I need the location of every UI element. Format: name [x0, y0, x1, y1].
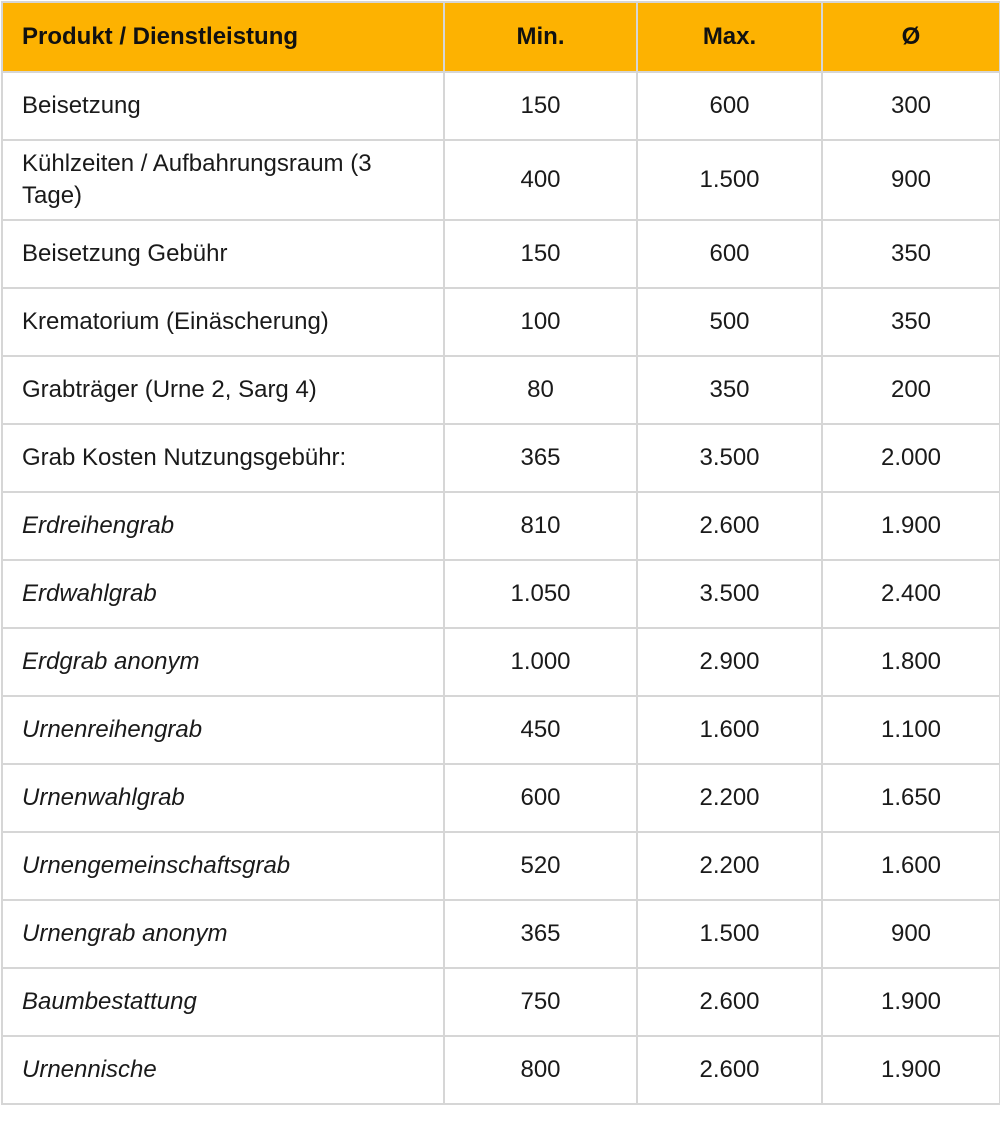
row-label: Kühlzeiten / Aufbahrungsraum (3 Tage): [2, 140, 444, 220]
row-min: 400: [444, 140, 637, 220]
row-max: 2.600: [637, 968, 822, 1036]
header-min: Min.: [444, 2, 637, 72]
table-row: [2, 628, 1000, 696]
row-label: Urnengrab anonym: [2, 900, 444, 968]
row-max: 500: [637, 288, 822, 356]
row-avg: 1.100: [822, 696, 1000, 764]
row-avg: 2.000: [822, 424, 1000, 492]
header-row: [2, 2, 1000, 72]
row-label: Urnennische: [2, 1036, 444, 1104]
row-max: 1.500: [637, 900, 822, 968]
table-row: [2, 764, 1000, 832]
row-avg: 1.900: [822, 1036, 1000, 1104]
row-label: Erdreihengrab: [2, 492, 444, 560]
row-min: 600: [444, 764, 637, 832]
row-max: 600: [637, 220, 822, 288]
row-avg: 900: [822, 140, 1000, 220]
table-row: [2, 968, 1000, 1036]
row-min: 1.000: [444, 628, 637, 696]
row-label: Urnenreihengrab: [2, 696, 444, 764]
row-min: 150: [444, 72, 637, 140]
row-label: Urnenwahlgrab: [2, 764, 444, 832]
row-max: 2.600: [637, 492, 822, 560]
table-row: [2, 492, 1000, 560]
row-max: 3.500: [637, 560, 822, 628]
row-avg: 300: [822, 72, 1000, 140]
row-avg: 1.900: [822, 968, 1000, 1036]
row-max: 2.200: [637, 764, 822, 832]
row-max: 3.500: [637, 424, 822, 492]
row-min: 800: [444, 1036, 637, 1104]
row-min: 365: [444, 900, 637, 968]
row-label: Grab Kosten Nutzungsgebühr:: [2, 424, 444, 492]
row-avg: 900: [822, 900, 1000, 968]
row-max: 2.900: [637, 628, 822, 696]
table-row: [2, 832, 1000, 900]
row-label: Krematorium (Einäscherung): [2, 288, 444, 356]
header-max: Max.: [637, 2, 822, 72]
row-label: Baumbestattung: [2, 968, 444, 1036]
row-avg: 350: [822, 220, 1000, 288]
row-max: 1.500: [637, 140, 822, 220]
row-max: 2.600: [637, 1036, 822, 1104]
row-avg: 1.900: [822, 492, 1000, 560]
row-avg: 200: [822, 356, 1000, 424]
table-row: [2, 900, 1000, 968]
row-avg: 2.400: [822, 560, 1000, 628]
row-avg: 1.650: [822, 764, 1000, 832]
row-min: 365: [444, 424, 637, 492]
table-header: [2, 2, 1000, 72]
row-max: 600: [637, 72, 822, 140]
table-row: [2, 72, 1000, 140]
table-row: [2, 424, 1000, 492]
row-avg: 350: [822, 288, 1000, 356]
table-row: [2, 696, 1000, 764]
row-label: Beisetzung Gebühr: [2, 220, 444, 288]
row-min: 520: [444, 832, 637, 900]
table-row: [2, 220, 1000, 288]
row-label: Beisetzung: [2, 72, 444, 140]
row-label: Urnengemeinschaftsgrab: [2, 832, 444, 900]
table-row: [2, 356, 1000, 424]
row-min: 450: [444, 696, 637, 764]
row-label: Grabträger (Urne 2, Sarg 4): [2, 356, 444, 424]
table-body: [2, 72, 1000, 1104]
row-label: Erdwahlgrab: [2, 560, 444, 628]
row-min: 100: [444, 288, 637, 356]
row-max: 2.200: [637, 832, 822, 900]
row-avg: 1.600: [822, 832, 1000, 900]
header-avg: Ø: [822, 2, 1000, 72]
row-min: 750: [444, 968, 637, 1036]
table-row: [2, 560, 1000, 628]
table-row: [2, 288, 1000, 356]
row-max: 1.600: [637, 696, 822, 764]
table-row: [2, 1036, 1000, 1104]
table-row: [2, 140, 1000, 220]
row-min: 80: [444, 356, 637, 424]
row-min: 1.050: [444, 560, 637, 628]
row-label: Erdgrab anonym: [2, 628, 444, 696]
row-avg: 1.800: [822, 628, 1000, 696]
row-min: 150: [444, 220, 637, 288]
row-max: 350: [637, 356, 822, 424]
price-table: [1, 1, 1000, 1105]
header-product: Produkt / Dienstleistung: [2, 2, 444, 72]
row-min: 810: [444, 492, 637, 560]
